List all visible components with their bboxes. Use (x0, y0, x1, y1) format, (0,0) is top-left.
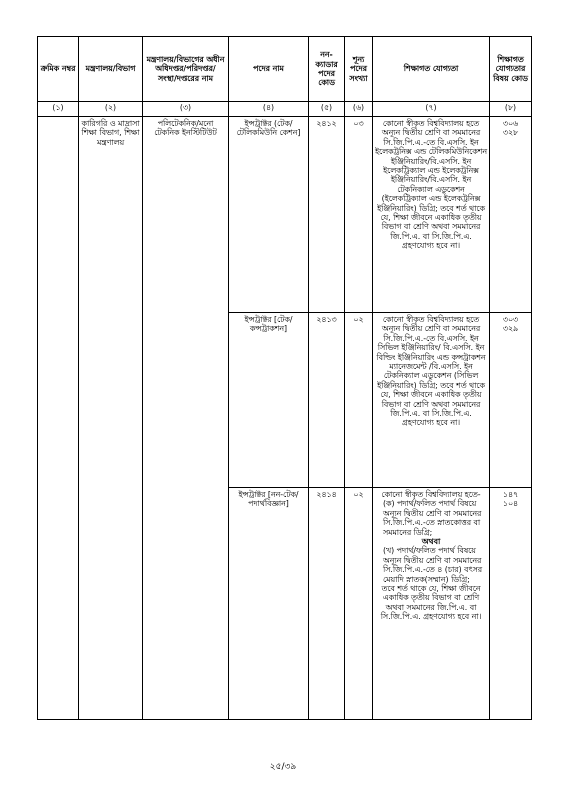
post-code-cell: ২৪১৩ (309, 313, 345, 488)
qualification-option-b: (খ) পদার্থ/ফলিত পদার্থ বিষয়ে অন্যূন দ্বিতীয় শ্রেণি বা সমমানের সি.জি.পি.এ.-তে ৪ (চার) বৎসর মেয়াদি স্নাতক(সম্মান) ডিগ্রি; (383, 546, 483, 584)
column-number: (৫) (309, 102, 345, 117)
office-cell: পলিটেকনিক/মনো টেকনিক ইনস্টিটিউট (143, 117, 229, 720)
qualification-cell (373, 488, 490, 720)
serial-cell (38, 117, 79, 720)
qualification-cell: কোনো স্বীকৃত বিশ্ববিদ্যালয় হতে অন্যূন দ্বিতীয় শ্রেণি বা সমমানের সি.জি.পি.এ.-তে বি.এসসি. ইন সিভিল ইঞ্জিনিয়ারিং/ বি.এসসি. ইন বিল্ডিং ইঞ্জিনিয়ারিং এন্ড কন্সট্রাকশন ম্যানেজমেন্ট /বি.এসসি. ইন টেকনিক্যাল এডুকেশন (সিভিল ইঞ্জিনিয়ারিং) ডিগ্রি; তবে শর্ত থাকে যে, শিক্ষা জীবনে একাধিক তৃতীয় বিভাগ বা শ্রেণি অথবা সমমানের জি.পি.এ. বা সি.জি.পি.এ. গ্রহণযোগ্য হবে না। (373, 313, 490, 488)
header-qualification: শিক্ষাগত যোগ্যতা (373, 37, 490, 102)
qualification-condition: তবে শর্ত থাকে যে, শিক্ষা জীবনে একাধিক তৃতীয় বিভাগ বা শ্রেণি অথবা সমমানের জি.পি.এ. বা সি.জি.পি.এ. গ্রহণযোগ্য হবে না। (380, 584, 482, 622)
qualification-option-a: (ক) পদার্থ/ফলিত পদার্থ বিষয়ে অন্যূন দ্বিতীয় শ্রেণি বা সমমানের সি.জি.পি.এ.-তে স্নাতকোত্তর বা সমমানের ডিগ্রি; (383, 499, 482, 537)
vacancy-cell: ০২ (345, 488, 373, 720)
header-row (38, 37, 532, 102)
qualification-cell: কোনো স্বীকৃত বিশ্ববিদ্যালয় হতে অন্যূন দ্বিতীয় শ্রেণি বা সমমানের সি.জি.পি.এ.-তে বি.এসসি. ইন ইলেকট্রনিক্স এন্ড টেলিকমিউনিকেশন ইঞ্জিনিয়ারিং/বি.এসসি. ইন ইলেকট্রিক্যাল এন্ড ইলেকট্রনিক্স ইঞ্জিনিয়ারিং/বি.এসসি. ইন টেকনিক্যাল এডুকেশন (ইলেকট্রিক্যাল এন্ড ইলেকট্রনিক্স ইঞ্জিনিয়ারিং) ডিগ্রি; তবে শর্ত থাকে যে, শিক্ষা জীবনে একাধিক তৃতীয় বিভাগ বা শ্রেণি অথবা সমমানের জি.পি.এ. বা সি.জি.পি.এ. গ্রহণযোগ্য হবে না। (373, 117, 490, 313)
qualification-or: অথবা (421, 537, 441, 547)
subject-code: ৩০৩ (502, 315, 519, 324)
column-number-row (38, 102, 532, 117)
subject-code-cell (490, 488, 532, 720)
column-number: (৬) (345, 102, 373, 117)
column-number: (৭) (373, 102, 490, 117)
header-post-code: নন-ক্যাডার পদের কোড (309, 37, 345, 102)
header-subject-code: শিক্ষাগত যোগ্যতার বিষয় কোড (490, 37, 532, 102)
post-code-cell: ২৪১৪ (309, 488, 345, 720)
recruitment-table (37, 36, 532, 720)
post-name-cell: ইন্সট্রাক্টর [টেক/কন্সট্রাকশন] (229, 313, 309, 488)
post-code-cell: ২৪১২ (309, 117, 345, 313)
ministry-cell: কারিগরি ও মাদ্রাসা শিক্ষা বিভাগ, শিক্ষা মন্ত্রণালয় (79, 117, 143, 720)
column-number: (৩) (143, 102, 229, 117)
vacancy-cell: ০২ (345, 313, 373, 488)
header-ministry: মন্ত্রণালয়/বিভাগ (79, 37, 143, 102)
column-number: (৪) (229, 102, 309, 117)
table-row (38, 117, 532, 313)
header-serial: ক্রমিক নম্বর (38, 37, 79, 102)
header-office: মন্ত্রণালয়/বিভাগের অধীন অধিদপ্তর/পরিদপ্তর/ সংস্থা/দপ্তরের নাম (143, 37, 229, 102)
subject-code: ১৪৭ (502, 490, 519, 499)
subject-code: ৩০৬ (502, 119, 519, 128)
vacancy-cell: ০৩ (345, 117, 373, 313)
subject-code: ৩২৮ (502, 128, 519, 138)
column-number: (৮) (490, 102, 532, 117)
subject-code-cell (490, 117, 532, 313)
subject-code-cell (490, 313, 532, 488)
qualification-intro: কোনো স্বীকৃত বিশ্ববিদ্যালয় হতে- (381, 490, 481, 499)
post-name-cell: ইন্সট্রাক্টর [নন-টেক/পদার্থবিজ্ঞান] (229, 488, 309, 720)
column-number: (২) (79, 102, 143, 117)
subject-code: ৩২৯ (502, 324, 519, 334)
header-post-name: পদের নাম (229, 37, 309, 102)
column-number: (১) (38, 102, 79, 117)
header-vacancy: শূন্য পদের সংখ্যা (345, 37, 373, 102)
post-name-cell: ইন্সট্রাক্টর (টেক/টেলিকমিউনি কেশন] (229, 117, 309, 313)
page-number: ২৫/৩৯ (269, 762, 297, 772)
subject-code: ১০৪ (502, 499, 519, 509)
